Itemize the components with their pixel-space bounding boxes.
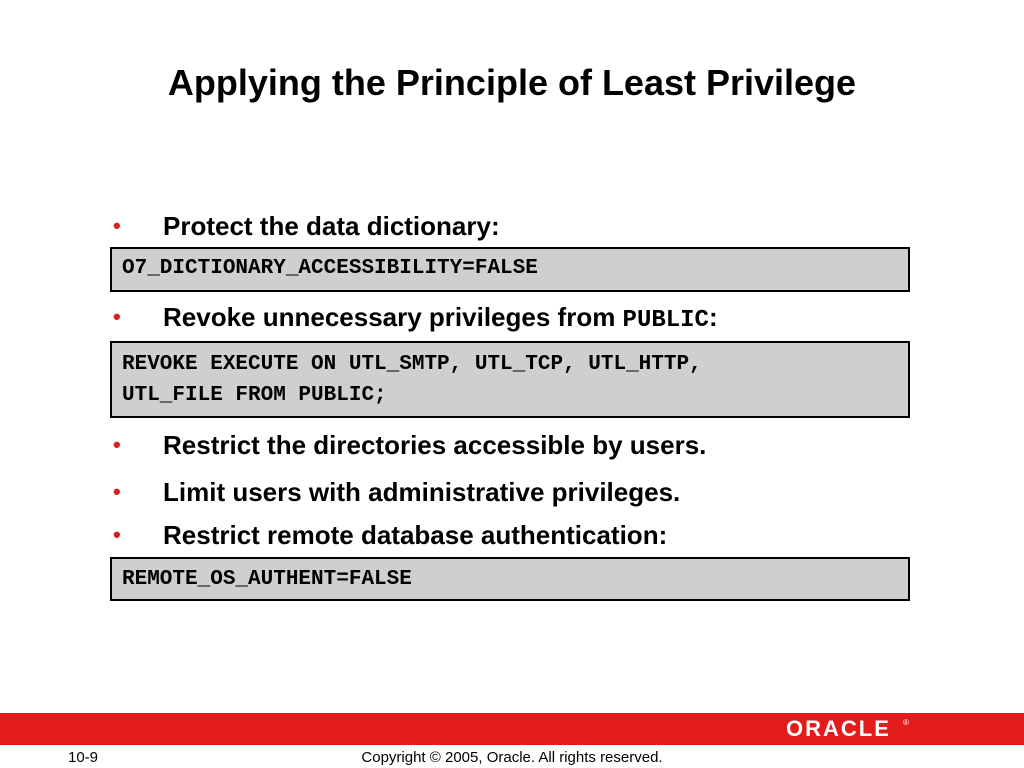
code-block — [110, 557, 910, 601]
bullet-text: Restrict remote database authentication: — [163, 520, 668, 550]
page-number: 10-9 — [68, 749, 99, 766]
bullet-text-suffix: : — [708, 302, 718, 332]
code-block — [110, 341, 910, 418]
bullet-dot-icon: • — [113, 213, 121, 238]
code-block — [110, 247, 910, 292]
oracle-logo-text: ORACLE — [786, 717, 891, 739]
bullet-dot-icon: • — [113, 432, 121, 457]
bullet-dot-icon: • — [113, 522, 121, 547]
bullet-text: Limit users with administrative privileges. — [163, 477, 681, 507]
registered-mark: ® — [903, 718, 909, 727]
code-line: REMOTE_OS_AUTHENT=FALSE — [122, 568, 412, 591]
code-line: UTL_FILE FROM PUBLIC; — [122, 384, 387, 407]
bullet-dot-icon: • — [113, 479, 121, 504]
slide-title: Applying the Principle of Least Privilege — [167, 62, 857, 103]
copyright-text: Copyright © 2005, Oracle. All rights reserved. — [361, 749, 663, 766]
code-line: REVOKE EXECUTE ON UTL_SMTP, UTL_TCP, UTL_HTTP, — [122, 353, 702, 376]
bullet-text: Restrict the directories accessible by users. — [163, 430, 707, 460]
oracle-logo — [786, 717, 912, 739]
code-word-public: PUBLIC — [622, 307, 709, 334]
bullet-dot-icon: • — [113, 304, 121, 329]
bullet-text-main: Revoke unnecessary privileges from — [163, 302, 623, 332]
bullet-text: Protect the data dictionary: — [163, 211, 500, 241]
bullet-text — [163, 300, 718, 338]
code-line: O7_DICTIONARY_ACCESSIBILITY=FALSE — [122, 257, 538, 280]
